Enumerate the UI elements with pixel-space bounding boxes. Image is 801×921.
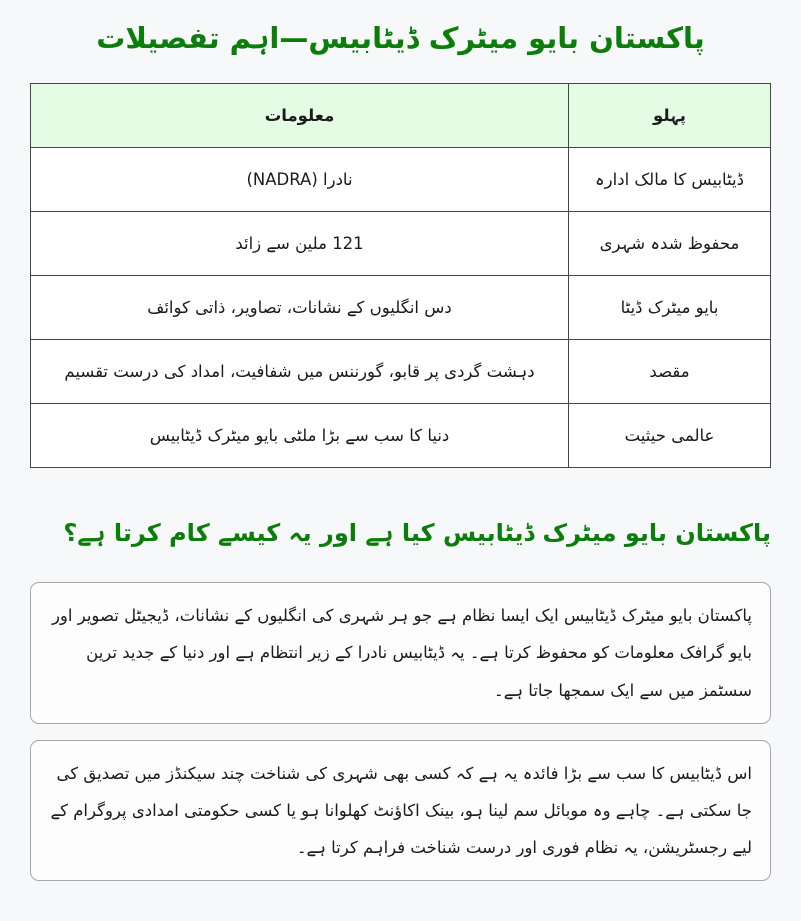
cell-info: دہشت گردی پر قابو، گورننس میں شفافیت، امداد کی درست تقسیم	[31, 339, 569, 403]
table-row	[31, 275, 771, 339]
page-title: پاکستان بایو میٹرک ڈیٹابیس—اہم تفصیلات	[96, 21, 705, 55]
cell-info: دس انگلیوں کے نشانات، تصاویر، ذاتی کوائف	[31, 275, 569, 339]
table-header-row	[31, 83, 771, 147]
cell-info: دنیا کا سب سے بڑا ملٹی بایو میٹرک ڈیٹابیس	[31, 403, 569, 467]
table-row	[31, 211, 771, 275]
cell-aspect: محفوظ شدہ شہری	[569, 211, 771, 275]
column-header-info: معلومات	[31, 83, 569, 147]
table-row	[31, 339, 771, 403]
table-row	[31, 403, 771, 467]
cell-aspect: عالمی حیثیت	[569, 403, 771, 467]
cell-aspect: مقصد	[569, 339, 771, 403]
info-paragraph-box: پاکستان بایو میٹرک ڈیٹابیس ایک ایسا نظام ہے جو ہر شہری کی انگلیوں کے نشانات، ڈیجیٹل تصویر اور بایو گرافک معلومات کو محفوظ کرتا ہے۔ یہ ڈیٹابیس نادرا کے زیر انتظام ہے اور دنیا کے جدید ترین سسٹمز میں سے ایک سمجھا جاتا ہے۔	[30, 582, 771, 723]
table-row	[31, 147, 771, 211]
column-header-aspect: پہلو	[569, 83, 771, 147]
cell-aspect: ڈیٹابیس کا مالک ادارہ	[569, 147, 771, 211]
section-heading: پاکستان بایو میٹرک ڈیٹابیس کیا ہے اور یہ کیسے کام کرتا ہے؟	[63, 518, 771, 547]
cell-info: 121 ملین سے زائد	[31, 211, 569, 275]
info-paragraph-box: اس ڈیٹابیس کا سب سے بڑا فائدہ یہ ہے کہ کسی بھی شہری کی شناخت چند سیکنڈز میں تصدیق کی جا سکتی ہے۔ چاہے وہ موبائل سم لینا ہو، بینک اکاؤنٹ کھلوانا ہو یا کسی حکومتی امدادی پروگرام کے لیے رجسٹریشن، یہ نظام فوری اور درست شناخت فراہم کرتا ہے۔	[30, 740, 771, 881]
cell-aspect: بایو میٹرک ڈیٹا	[569, 275, 771, 339]
cell-info: نادرا (NADRA)	[31, 147, 569, 211]
biometric-details-table	[30, 83, 771, 468]
